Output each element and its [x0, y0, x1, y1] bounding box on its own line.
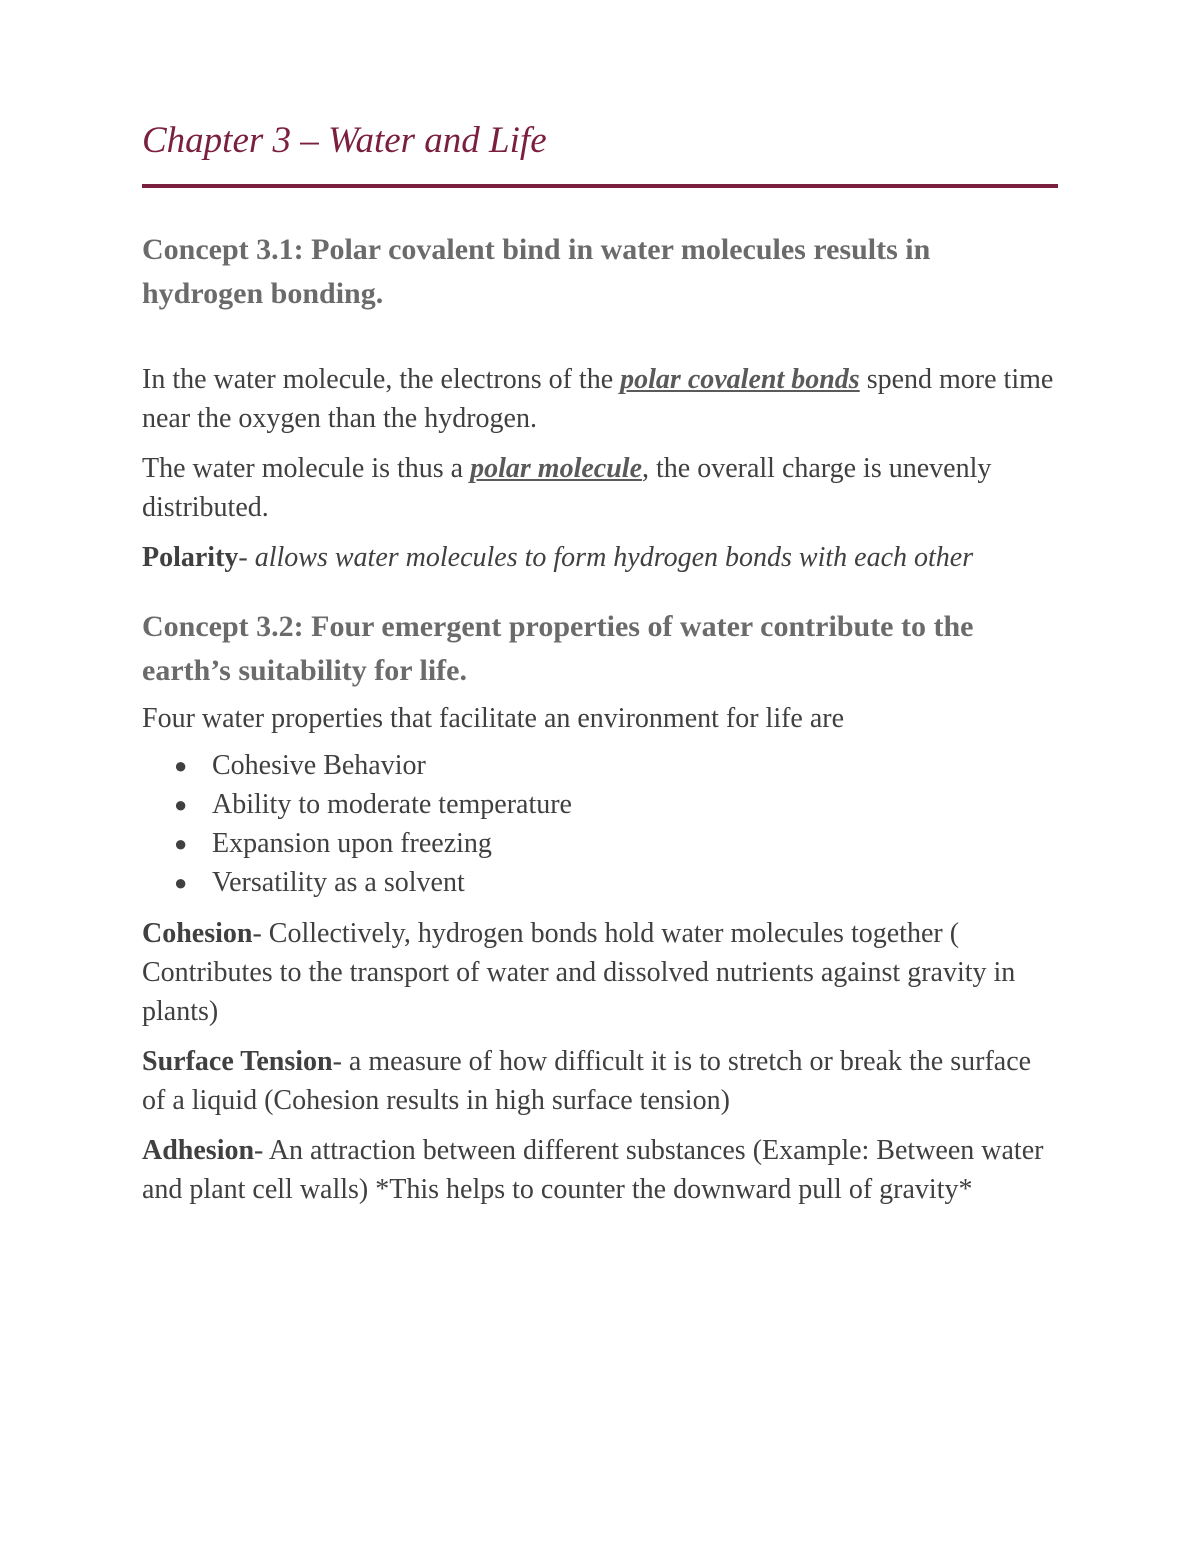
bullet-dot-icon: ●	[174, 831, 188, 856]
polarity-definition	[142, 538, 1058, 577]
paragraph-text: , the overall charge is unevenly distributed.	[142, 453, 992, 523]
bullet-dot-icon: ●	[174, 870, 188, 895]
term-polar-covalent-bonds: polar covalent bonds	[620, 364, 860, 395]
polarity-label: Polarity	[142, 542, 239, 573]
water-molecule-paragraph	[142, 360, 1058, 438]
list-item	[174, 785, 1058, 824]
paragraph-text: In the water molecule, the electrons of the	[142, 364, 621, 395]
adhesion-text: - An attraction between different substances (Example: Between water and plant cell walls) *This helps to counter the downward pull of gravity*	[142, 1135, 1044, 1205]
concept-3-2-heading: Concept 3.2: Four emergent properties of water contribute to the earth’s suitability for life.	[142, 610, 974, 687]
list-item-text: Cohesive Behavior	[212, 750, 426, 781]
list-item	[174, 824, 1058, 863]
paragraph-text: The water molecule is thus a	[142, 453, 471, 484]
polar-molecule-paragraph	[142, 449, 1058, 527]
bullet-dot-icon: ●	[174, 792, 188, 817]
properties-intro: Four water properties that facilitate an environment for life are	[142, 703, 845, 734]
list-item	[174, 863, 1058, 902]
concept-3-1-heading: Concept 3.1: Polar covalent bind in water molecules results in hydrogen bonding.	[142, 233, 931, 310]
cohesion-label: Cohesion	[142, 918, 253, 949]
cohesion-text: - Collectively, hydrogen bonds hold water molecules together ( Contributes to the transport of water and dissolved nutrients against gravity in plants)	[142, 918, 1016, 1027]
cohesion-definition	[142, 914, 1058, 1031]
list-item-text: Expansion upon freezing	[212, 828, 492, 859]
surface-tension-label: Surface Tension	[142, 1046, 333, 1077]
paragraph-text: spend more time near the oxygen than the hydrogen.	[142, 364, 1054, 434]
polarity-definition-text: allows water molecules to form hydrogen bonds with each other	[254, 542, 974, 573]
term-polar-molecule: polar molecule	[470, 453, 642, 484]
title-divider	[142, 184, 1058, 188]
surface-tension-definition	[142, 1042, 1058, 1120]
properties-list	[142, 746, 1058, 902]
surface-tension-text: - a measure of how difficult it is to stretch or break the surface of a liquid (Cohesion results in high surface tension)	[142, 1046, 1032, 1116]
list-item-text: Ability to moderate temperature	[212, 789, 572, 820]
list-item-text: Versatility as a solvent	[212, 867, 465, 898]
bullet-dot-icon: ●	[174, 753, 188, 778]
list-item	[174, 746, 1058, 785]
definition-dash: -	[238, 542, 255, 573]
adhesion-label: Adhesion	[142, 1135, 255, 1166]
document-page	[142, 118, 1058, 1209]
adhesion-definition	[142, 1131, 1058, 1209]
chapter-title: Chapter 3 – Water and Life	[142, 120, 547, 161]
